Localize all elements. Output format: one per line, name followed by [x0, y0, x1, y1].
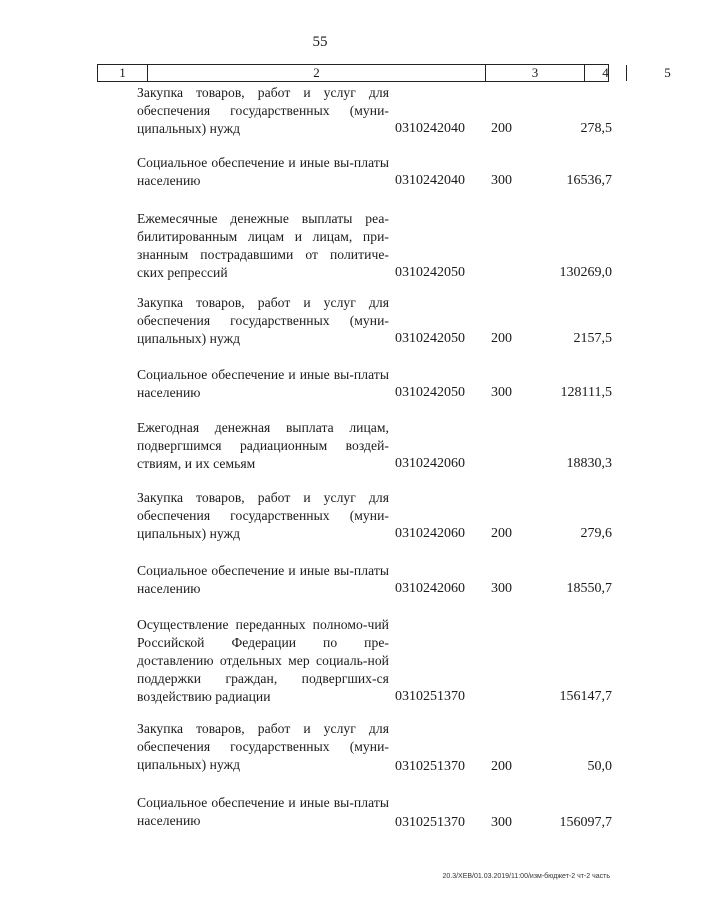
row-type: 200: [491, 331, 512, 346]
row-amount: 50,0: [587, 759, 612, 774]
row-name: Закупка товаров, работ и услуг для обеспечения государственных (муни-ципальных) нужд: [137, 490, 389, 541]
row-code: 0310242060: [395, 581, 465, 596]
row-name: Социальное обеспечение и иные вы-платы населению: [137, 367, 389, 400]
row-type: 200: [491, 759, 512, 774]
row-name: Ежегодная денежная выплата лицам, подвергшимся радиационным воздей-ствиям, и их семьям: [137, 420, 389, 471]
row-code: 0310242050: [395, 331, 465, 346]
row-type: 300: [491, 581, 512, 596]
row-name: Социальное обеспечение и иные вы-платы населению: [137, 563, 389, 596]
header-col-3: 3: [486, 65, 585, 81]
row-amount: 18550,7: [566, 581, 612, 596]
header-col-5: 5: [664, 65, 671, 80]
row-amount: 2157,5: [573, 331, 612, 346]
table-row: [0, 562, 640, 602]
row-name: Закупка товаров, работ и услуг для обеспечения государственных (муни-ципальных) нужд: [137, 85, 389, 136]
row-amount: 18830,3: [566, 456, 612, 471]
row-name: Социальное обеспечение и иные вы-платы населению: [137, 795, 389, 828]
table-row: [0, 154, 640, 194]
table-row: [0, 489, 640, 549]
header-col-4: 4: [585, 65, 627, 81]
row-name: Закупка товаров, работ и услуг для обеспечения государственных (муни-ципальных) нужд: [137, 721, 389, 772]
row-code: 0310242040: [395, 121, 465, 136]
table-row: [0, 84, 640, 144]
row-code: 0310251370: [395, 689, 465, 704]
row-type: 300: [491, 173, 512, 188]
row-code: 0310251370: [395, 815, 465, 830]
row-amount: 156147,7: [559, 689, 612, 704]
table-row: [0, 794, 640, 834]
header-col-2: 2: [148, 65, 486, 81]
table-row: [0, 616, 640, 706]
page-number: 55: [312, 34, 328, 50]
table-row: [0, 294, 640, 354]
row-name: Закупка товаров, работ и услуг для обеспечения государственных (муни-ципальных) нужд: [137, 295, 389, 346]
row-name: Осуществление переданных полномо-чий Российской Федерации по пре-доставлению отдельных мер социаль-ной поддержки граждан, подвергших-ся воздействию радиации: [137, 617, 389, 704]
row-type: 200: [491, 121, 512, 136]
row-amount: 16536,7: [566, 173, 612, 188]
row-code: 0310242050: [395, 385, 465, 400]
row-amount: 128111,5: [560, 385, 612, 400]
row-code: 0310242050: [395, 265, 465, 280]
row-type: 300: [491, 385, 512, 400]
row-amount: 278,5: [580, 121, 612, 136]
row-name: Социальное обеспечение и иные вы-платы населению: [137, 155, 389, 188]
row-code: 0310242060: [395, 456, 465, 471]
table-row: [0, 419, 640, 479]
row-code: 0310242060: [395, 526, 465, 541]
row-amount: 130269,0: [559, 265, 612, 280]
row-type: 200: [491, 526, 512, 541]
header-col-1: 1: [98, 65, 148, 81]
row-amount: 279,6: [580, 526, 612, 541]
row-code: 0310251370: [395, 759, 465, 774]
footer-note: 20.3/ХЕВ/01.03.2019/11:00/изм-бюджет-2 чт-2 часть: [442, 873, 610, 880]
row-amount: 156097,7: [559, 815, 612, 830]
row-name: Ежемесячные денежные выплаты реа-билитированным лицам и лицам, при-знанным пострадавшими от политиче-ских репрессий: [137, 211, 389, 280]
row-code: 0310242040: [395, 173, 465, 188]
table-row: [0, 210, 640, 282]
table-row: [0, 720, 640, 780]
table-header: [97, 64, 671, 82]
row-type: 300: [491, 815, 512, 830]
table-row: [0, 366, 640, 406]
